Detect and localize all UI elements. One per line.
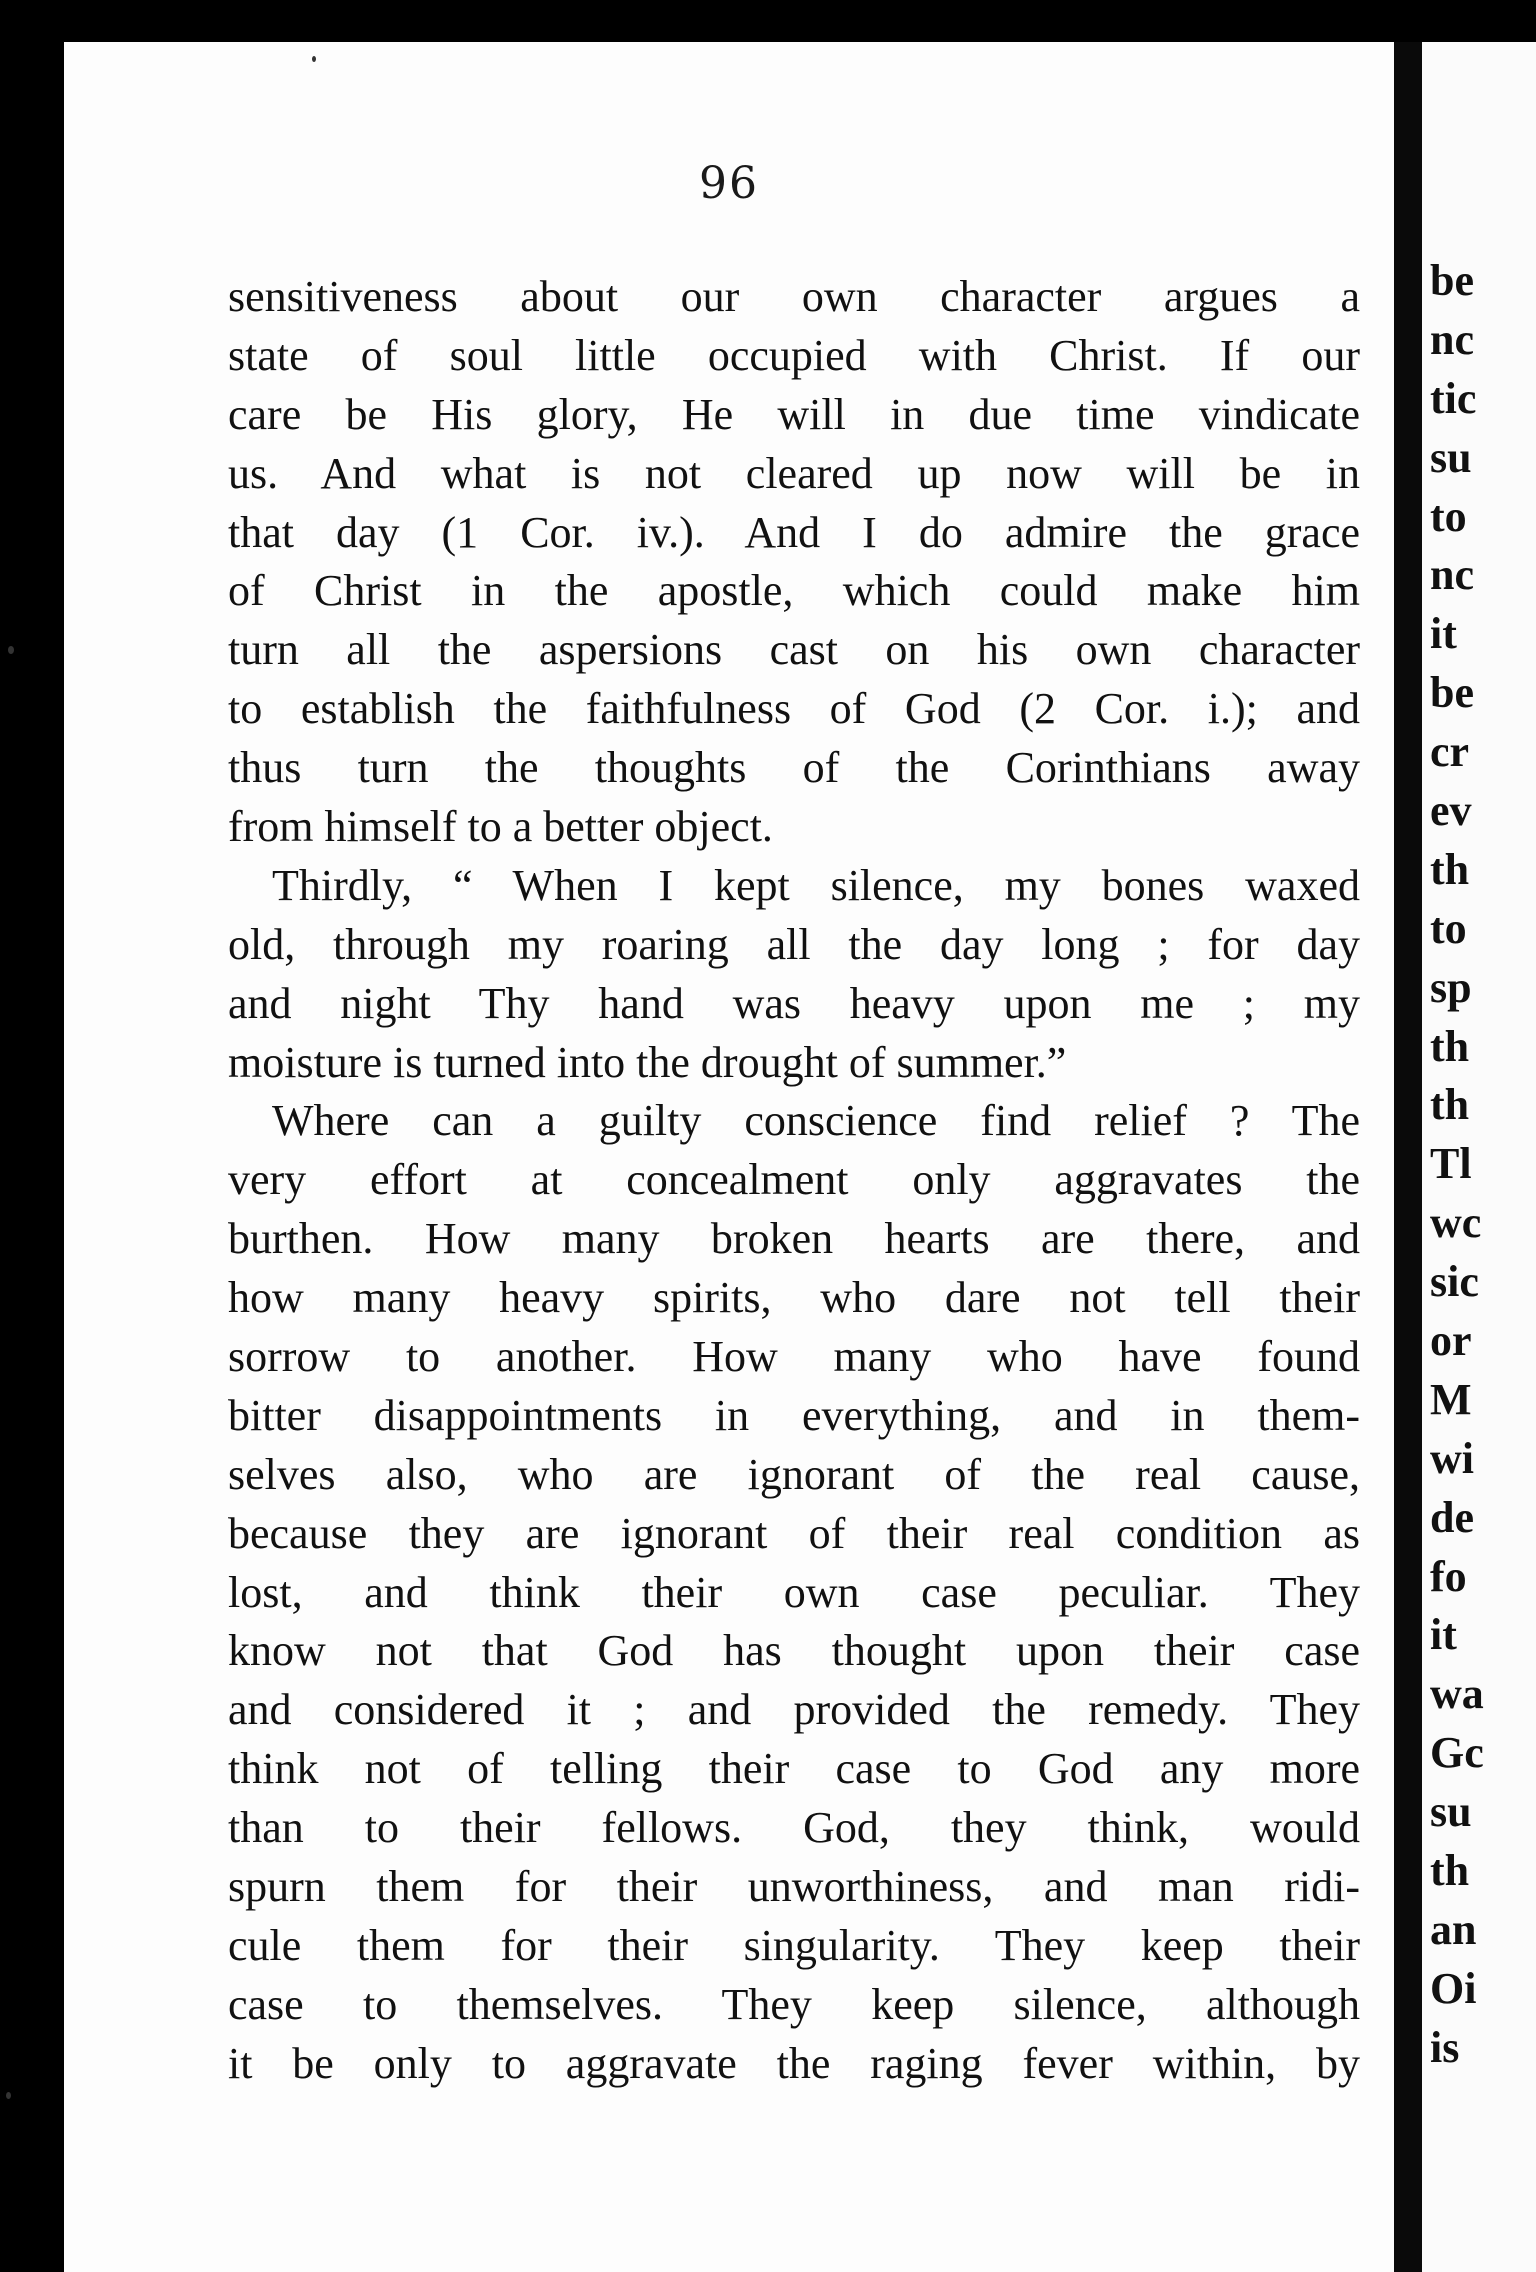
page-number: 96	[699, 158, 759, 209]
text-line: moisture is turned into the drought of summer.”	[228, 1037, 1067, 1087]
text-line: turn all the aspersions cast on his own character	[228, 625, 1360, 675]
right-page-fragment: nc	[1430, 314, 1474, 364]
page-gutter	[1394, 42, 1422, 2272]
right-page-fragment: tic	[1430, 373, 1477, 423]
text-line: and considered it ; and provided the remedy. They	[228, 1685, 1360, 1735]
right-page-fragment: Gc	[1430, 1728, 1484, 1778]
right-page-fragment: M	[1430, 1374, 1472, 1424]
text-line: selves also, who are ignorant of the real cause,	[228, 1449, 1360, 1499]
right-page-fragment: be	[1430, 256, 1474, 305]
right-page-fragment: wi	[1430, 1433, 1474, 1483]
body-text	[228, 268, 1360, 2094]
right-page-fragment: th	[1430, 844, 1470, 894]
right-page-fragment: su	[1430, 1787, 1472, 1837]
left-page	[64, 42, 1394, 2272]
text-line: of Christ in the apostle, which could make him	[228, 566, 1360, 616]
text-line: very effort at concealment only aggravates the	[228, 1155, 1360, 1205]
right-page-fragment: is	[1430, 2022, 1460, 2072]
text-line: think not of telling their case to God any more	[228, 1744, 1360, 1794]
text-line: Where can a guilty conscience find relief ? The	[272, 1096, 1360, 1146]
text-line: sorrow to another. How many who have found	[228, 1332, 1360, 1382]
ink-speck	[6, 2092, 11, 2099]
right-page-fragment: de	[1430, 1492, 1474, 1542]
right-page-fragment: sp	[1430, 962, 1472, 1012]
text-line: bitter disappointments in everything, and in them-	[228, 1390, 1360, 1440]
right-page-fragment: it	[1430, 609, 1457, 659]
text-line: to establish the faithfulness of God (2 Cor. i.); and	[228, 684, 1360, 734]
text-line: it be only to aggravate the raging fever within, by	[228, 2038, 1360, 2088]
text-line: thus turn the thoughts of the Corinthians away	[228, 743, 1360, 793]
right-page-fragment: fo	[1430, 1551, 1467, 1601]
text-line: old, through my roaring all the day long ; for day	[228, 919, 1360, 969]
text-line: than to their fellows. God, they think, would	[228, 1803, 1360, 1853]
text-line: know not that God has thought upon their case	[228, 1626, 1360, 1676]
right-page-fragment: to	[1430, 903, 1467, 953]
text-line: cule them for their singularity. They keep their	[228, 1920, 1360, 1970]
right-page-fragment: to	[1430, 491, 1467, 541]
right-page-fragment: or	[1430, 1316, 1472, 1366]
right-page-text-fragments	[1430, 252, 1536, 2078]
right-page-fragment: th	[1430, 1846, 1470, 1896]
right-page-fragment: cr	[1430, 727, 1470, 777]
right-page-partial	[1422, 42, 1536, 2272]
right-page-fragment: it	[1430, 1610, 1457, 1660]
right-page-fragment: th	[1430, 1021, 1470, 1071]
text-line: sensitiveness about our own character argues a	[228, 272, 1360, 321]
ink-speck	[8, 646, 14, 654]
right-page-fragment: an	[1430, 1904, 1477, 1954]
ink-speck	[312, 56, 316, 62]
text-line: from himself to a better object.	[228, 802, 773, 852]
right-page-fragment: be	[1430, 668, 1474, 718]
text-line: spurn them for their unworthiness, and man ridi-	[228, 1862, 1360, 1912]
right-page-fragment: su	[1430, 432, 1472, 482]
right-page-fragment: wc	[1430, 1198, 1482, 1248]
text-line: how many heavy spirits, who dare not tell their	[228, 1273, 1360, 1323]
text-line: and night Thy hand was heavy upon me ; my	[228, 978, 1360, 1028]
text-line: Thirdly, “ When I kept silence, my bones waxed	[272, 860, 1360, 910]
text-line: case to themselves. They keep silence, although	[228, 1979, 1360, 2029]
text-line: state of soul little occupied with Christ. If our	[228, 330, 1360, 380]
text-line: care be His glory, He will in due time vindicate	[228, 389, 1360, 439]
text-line: because they are ignorant of their real condition as	[228, 1508, 1360, 1558]
text-line: us. And what is not cleared up now will be in	[228, 448, 1360, 498]
right-page-fragment: nc	[1430, 550, 1474, 600]
right-page-fragment: Oi	[1430, 1963, 1477, 2013]
right-page-fragment: wa	[1430, 1669, 1484, 1719]
right-page-fragment: sic	[1430, 1257, 1479, 1307]
text-line: burthen. How many broken hearts are there, and	[228, 1214, 1360, 1264]
text-line: lost, and think their own case peculiar. They	[228, 1567, 1360, 1617]
right-page-fragment: ev	[1430, 786, 1472, 836]
right-page-fragment: Tl	[1430, 1139, 1472, 1189]
text-line: that day (1 Cor. iv.). And I do admire the grace	[228, 507, 1360, 557]
right-page-fragment: th	[1430, 1080, 1470, 1130]
